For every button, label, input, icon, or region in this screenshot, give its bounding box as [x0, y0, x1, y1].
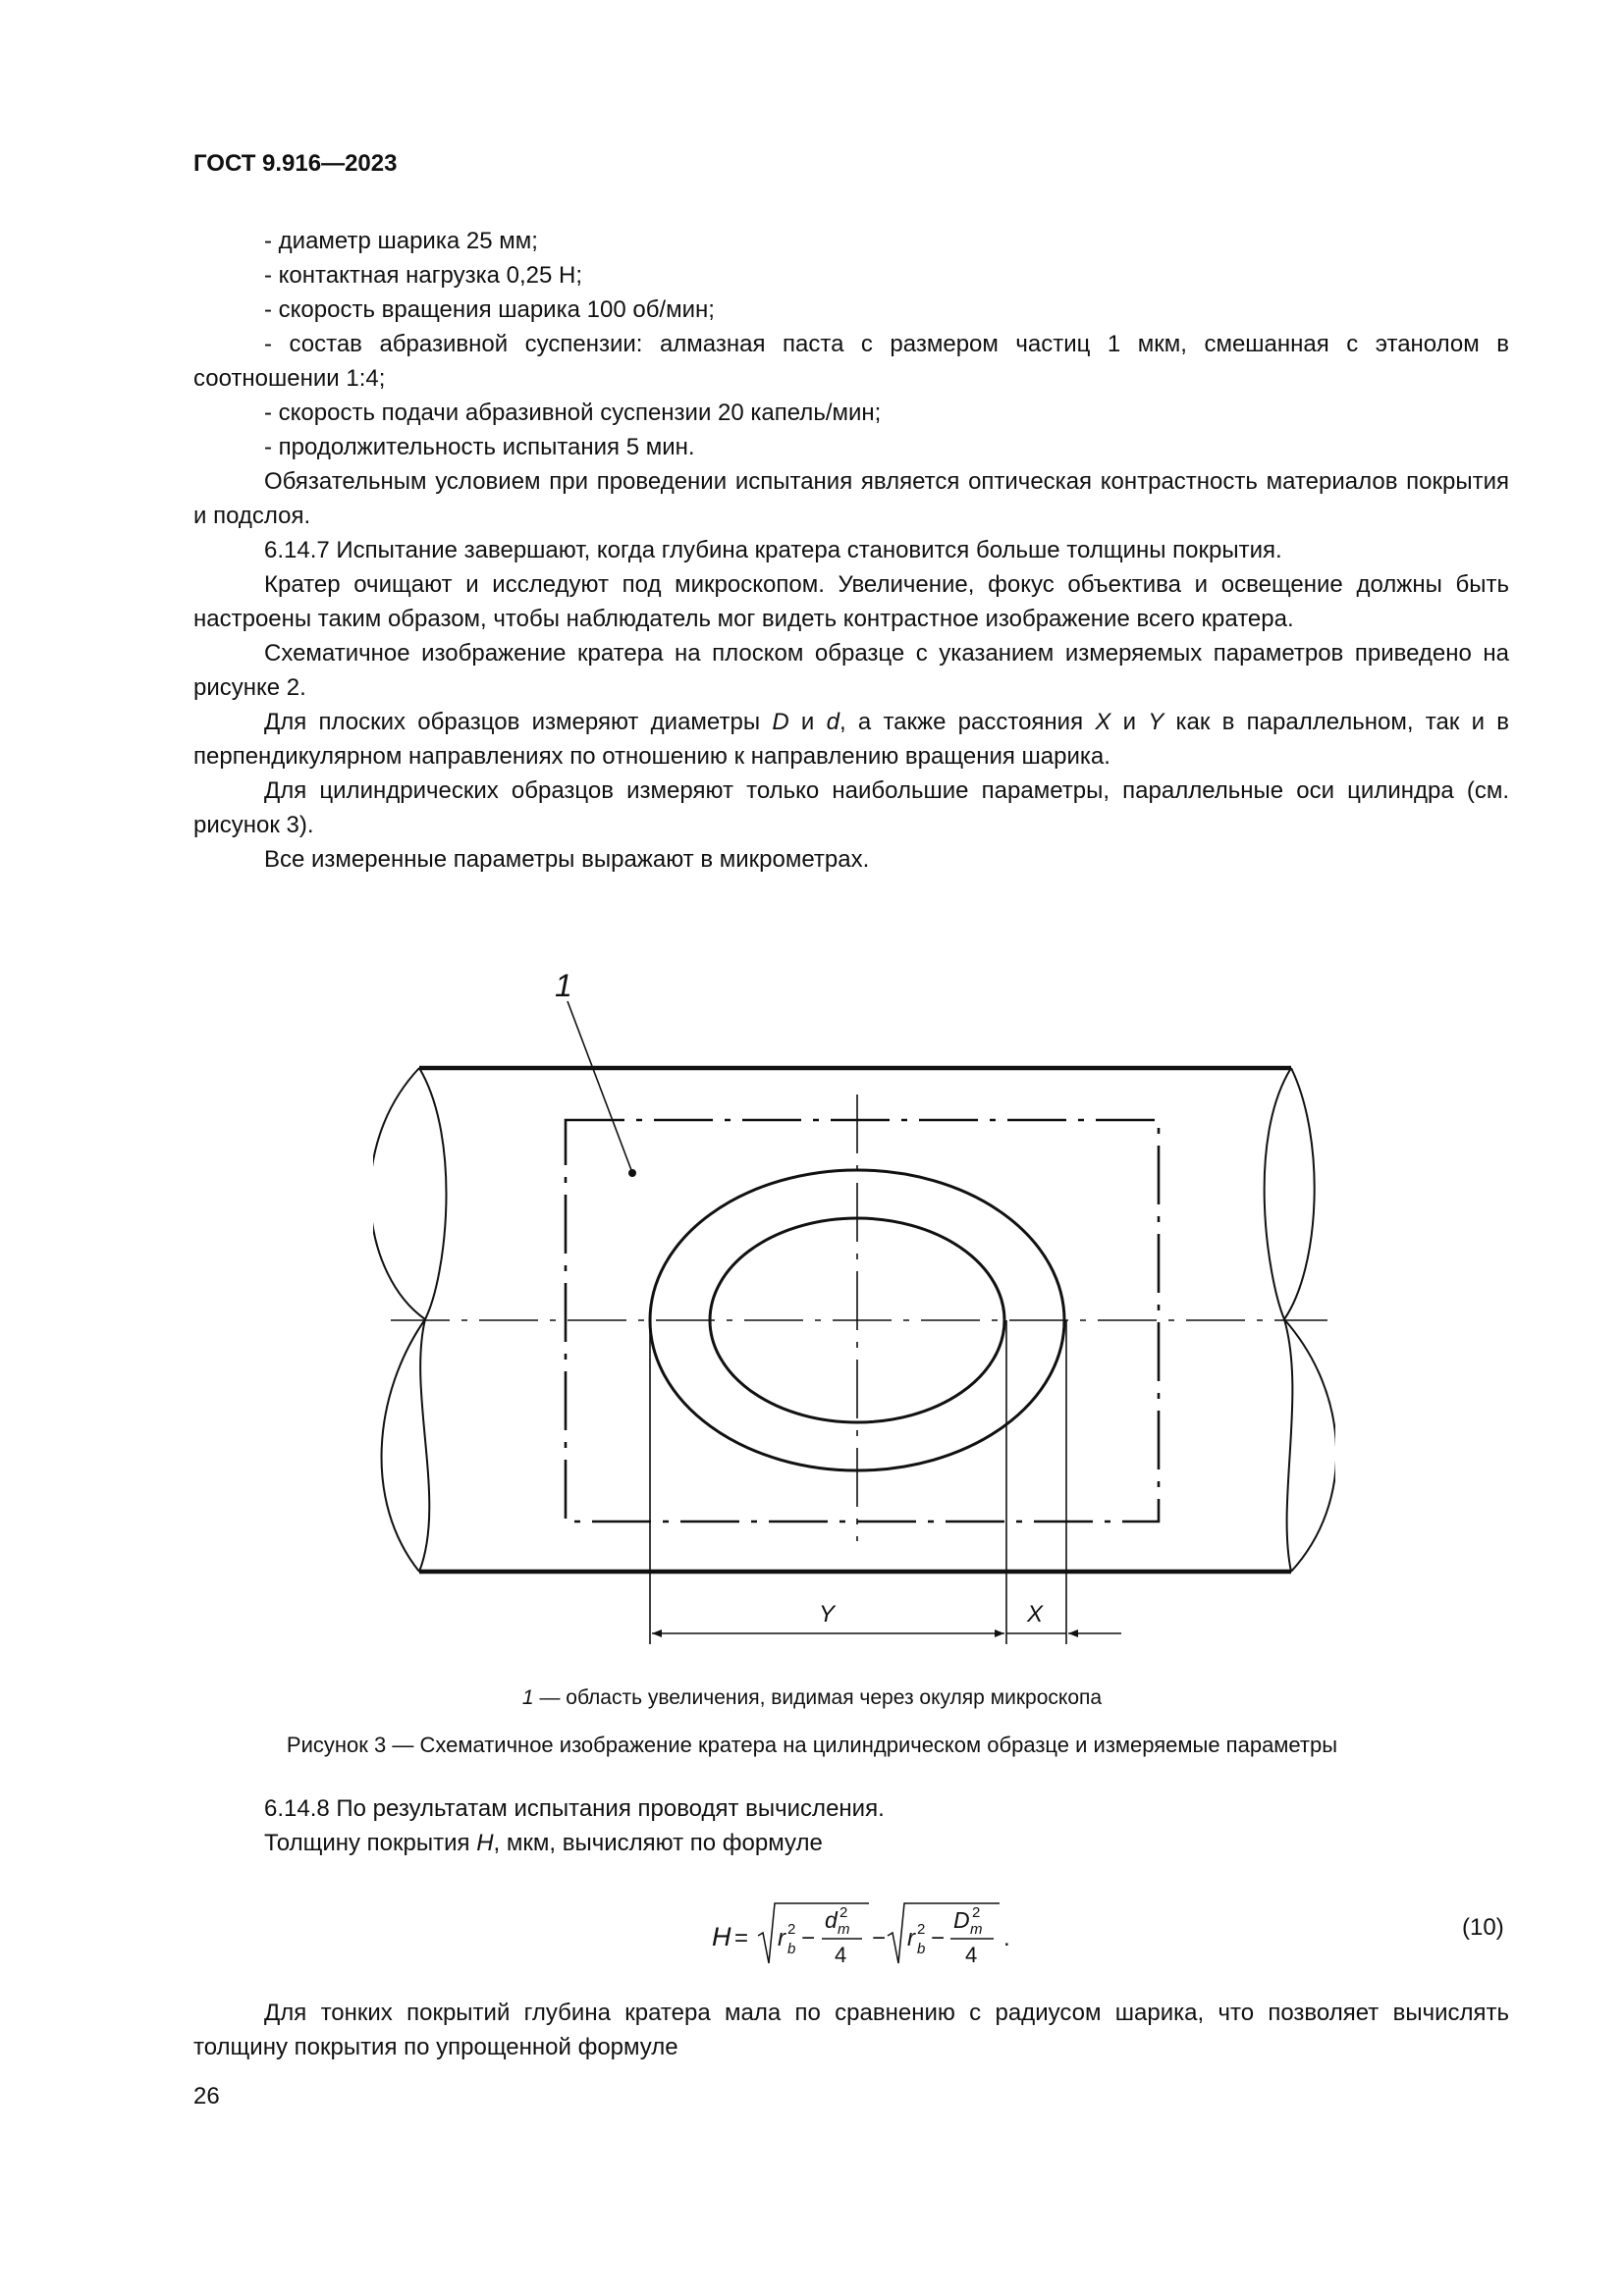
list-item: - контактная нагрузка 0,25 Н; [264, 262, 582, 289]
formula-sub-b: b [787, 1941, 796, 1957]
figure-legend: 1 — область увеличения, видимая через окуляр микроскопа [521, 1686, 1103, 1709]
paragraph-flat-samples: Для плоских образцов измеряют диаметры D и d, а также расстояния X и Y как в параллельном, так и в перпендикулярном направлениях по отношению к направлению вращения шарика. [193, 709, 1509, 770]
paragraph-clean: Кратер очищают и исследуют под микроскопом. Увеличение, фокус объектива и освещение должны быть настроены таким образом, чтобы наблюдатель мог видеть контрастное изображение всего кратера. [193, 571, 1509, 632]
formula-D: D [953, 1907, 970, 1933]
callout-number: 1 [555, 968, 572, 1003]
formula-four: 4 [965, 1943, 978, 1967]
formula-sq: 2 [839, 1904, 848, 1921]
symbol-Y: Y [1148, 709, 1164, 735]
label-X: X [1027, 1601, 1044, 1628]
paragraph-condition: Обязательным условием при проведении испытания является оптическая контрастность материалов покрытия и подслоя. [193, 468, 1509, 529]
symbol-X: X [1095, 709, 1111, 735]
list-item: - скорость подачи абразивной суспензии 20 капель/мин; [264, 400, 882, 426]
list-item: - диаметр шарика 25 мм; [264, 228, 538, 254]
list-item: - состав абразивной суспензии: алмазная паста с размером частиц 1 мкм, смешанная с этанолом в соотношении 1:4; [193, 331, 1509, 392]
formula-minus: − [801, 1925, 816, 1951]
formula-sub-m: m [970, 1921, 983, 1938]
formula-four: 4 [835, 1943, 847, 1967]
label-Y: Y [819, 1601, 836, 1628]
legend-number: 1 [521, 1686, 534, 1709]
page-number: 26 [193, 2083, 220, 2109]
formula-r: r [778, 1925, 785, 1951]
section-6-14-8 [193, 1791, 1509, 1860]
figure-caption: Рисунок 3 — Схематичное изображение кратера на цилиндрическом образце и измеряемые параметры [286, 1733, 1338, 1757]
formula-d: d [825, 1907, 838, 1933]
paragraph-micrometers: Все измеренные параметры выражают в микрометрах. [264, 846, 870, 873]
paragraph-6-14-8: 6.14.8 По результатам испытания проводят вычисления. [264, 1795, 885, 1822]
formula-H: H [712, 1922, 731, 1951]
leader-line [568, 1001, 631, 1170]
formula-sq: 2 [787, 1921, 796, 1938]
formula-sub-m: m [838, 1921, 850, 1938]
list-item: - скорость вращения шарика 100 об/мин; [264, 296, 715, 323]
formula-sq: 2 [972, 1904, 981, 1921]
symbol-H: H [476, 1830, 494, 1856]
leader-dot [628, 1169, 636, 1177]
list-item: - продолжительность испытания 5 мин. [264, 434, 695, 460]
symbol-D: D [772, 709, 789, 735]
body-text [193, 224, 1509, 877]
paragraph-schematic: Схематичное изображение кратера на плоском образце с указанием измеряемых параметров приведено на рисунке 2. [193, 640, 1509, 701]
formula-sub-b: b [917, 1941, 926, 1957]
formula-10 [687, 1885, 1041, 1973]
formula-minus: − [931, 1925, 946, 1951]
paragraph-cylindrical: Для цилиндрических образцов измеряют только наибольшие параметры, параллельные оси цилиндра (см. рисунок 3). [193, 777, 1509, 838]
formula-r: r [907, 1925, 915, 1951]
crater-figure [373, 957, 1335, 1644]
symbol-d: d [826, 709, 839, 735]
thin-coating-text [193, 1996, 1509, 2064]
formula-period: . [1003, 1925, 1010, 1951]
document-header: ГОСТ 9.916—2023 [193, 150, 398, 177]
paragraph-thickness: Толщину покрытия H, мкм, вычисляют по формуле [264, 1830, 823, 1856]
paragraph-thin-coating: Для тонких покрытий глубина кратера мала по сравнению с радиусом шарика, что позволяет вычислять толщину покрытия по упрощенной формуле [193, 2000, 1509, 2060]
formula-sq: 2 [917, 1921, 926, 1938]
paragraph-6-14-7: 6.14.7 Испытание завершают, когда глубина кратера становится больше толщины покрытия. [264, 537, 1282, 563]
formula-equals: = [734, 1925, 749, 1951]
equation-number: (10) [1462, 1914, 1504, 1941]
formula-minus: − [872, 1925, 887, 1951]
